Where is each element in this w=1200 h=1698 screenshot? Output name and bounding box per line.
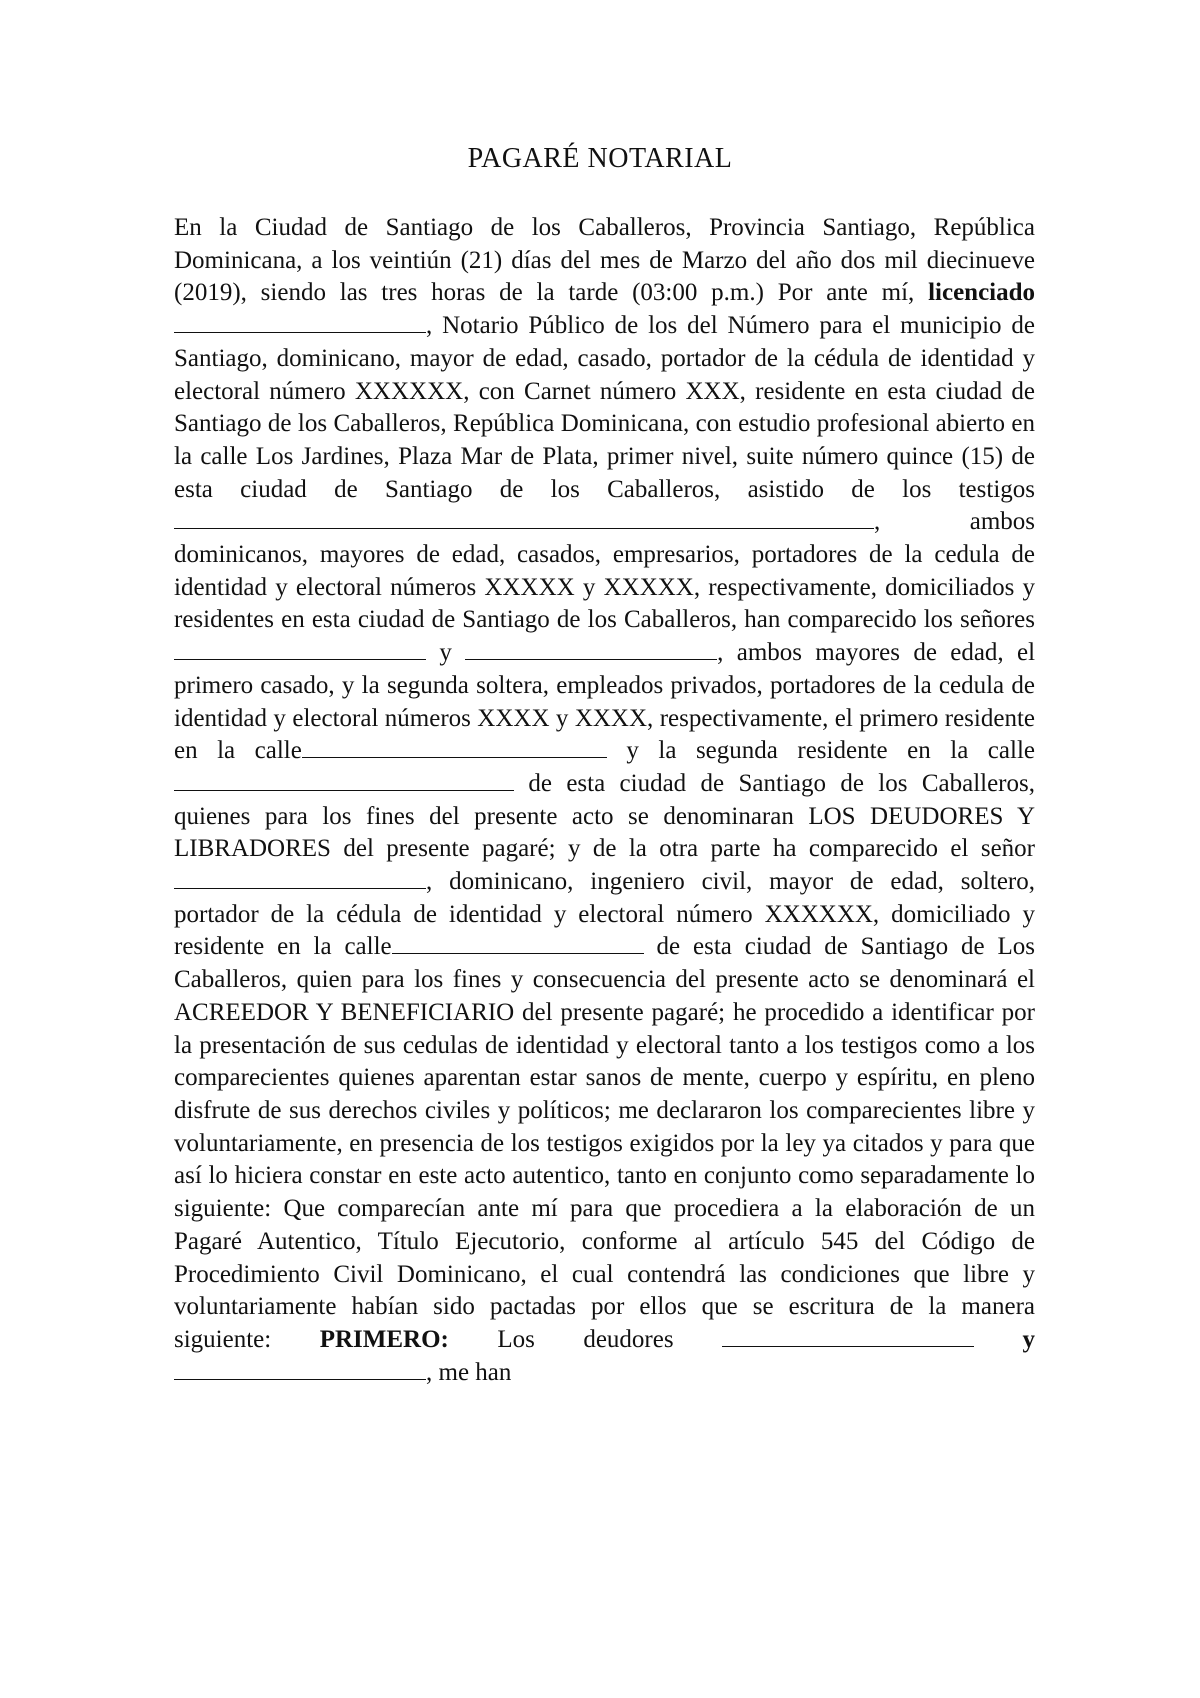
blank-line-debtor-1 (174, 637, 426, 660)
text-segment: , ambos dominicanos, mayores de edad, casados, empresarios, portadores de la cedula de identidad y electoral números XXXXX y XXXXX, respectivamente, domiciliados y residentes en esta ciudad de Santiago de los Caballeros, han comparecido los señores (174, 508, 1035, 634)
bold-term-licenciado: licenciado (928, 279, 1036, 307)
blank-line-street-2 (174, 768, 514, 791)
text-segment: de esta ciudad de Santiago de Los Caballeros, quien para los fines y consecuencia del presente acto se denominará el ACREEDOR Y BENEFICIARIO del presente pagaré; he procedido a identificar por la presentación de sus cedulas de identidad y electoral tanto a los testigos como a los comparecientes quienes aparentan estar sanos de mente, cuerpo y espíritu, en pleno disfrute de sus derechos civiles y políticos; me declararon los comparecientes libre y voluntariamente, en presencia de los testigos exigidos por la ley ya citados y para que así lo hiciera constar en este acto autentico, tanto en conjunto como separadamente lo siguiente: Que comparecían ante mí para que procediera a la elaboración de un Pagaré Autentico, Título Ejecutorio, conforme al artículo 545 del Código de Procedimiento Civil Dominicano, el cual contendrá las condiciones que libre y voluntariamente habían sido pactadas por ellos que se escritura de la manera siguiente: (174, 933, 1035, 1353)
blank-line-creditor-street (392, 931, 644, 954)
blank-line-debtor-2 (465, 637, 717, 660)
blank-line-notary-name (174, 310, 426, 333)
blank-line-street-1 (302, 735, 607, 758)
blank-line-creditor-name (174, 866, 426, 889)
document-title: PAGARÉ NOTARIAL (467, 143, 733, 174)
bold-term-y: y (1022, 1325, 1036, 1353)
text-segment: En la Ciudad de Santiago de los Caballeros, Provincia Santiago, República Dominicana, a los veintiún (21) días del mes de Marzo del año dos mil diecinueve (2019), siendo las tres horas de la tarde (03:00 p.m.) Por ante mí, (174, 214, 1035, 307)
text-segment: , me han (426, 1358, 512, 1386)
text-segment: y (439, 639, 452, 667)
text-segment: , Notario Público de los del Número para el municipio de Santiago, dominicano, mayor de edad, casado, portador de la cédula de identidad y electoral número XXXXXX, con Carnet número XXX, residente en esta ciudad de Santiago de los Caballeros, República Dominicana, con estudio profesional abierto en la calle Los Jardines, Plaza Mar de Plata, primer nivel, suite número quince (15) de esta ciudad de Santiago de los Caballeros, asistido de los testigos (174, 312, 1035, 503)
text-segment: Los deudores (497, 1325, 674, 1353)
text-segment: de esta ciudad de Santiago de los Caballeros, quienes para los fines del presente acto se denominaran LOS DEUDORES Y LIBRADORES del presente pagaré; y de la otra parte ha comparecido el señor (174, 769, 1035, 863)
document-body-paragraph (174, 212, 1035, 1389)
blank-line-deudor-1 (722, 1324, 974, 1347)
text-segment: y la segunda residente en la calle (626, 737, 1035, 765)
blank-line-witnesses (174, 506, 874, 529)
blank-line-deudor-2 (174, 1357, 426, 1380)
bold-term-primero: PRIMERO: (319, 1325, 449, 1353)
text-segment: , ambos mayores de edad, el primero casado, y la segunda soltera, empleados privados, portadores de la cedula de identidad y electoral números XXXX y XXXX, respectivamente, el primero residente en la calle (174, 639, 1036, 765)
text-segment: , dominicano, ingeniero civil, mayor de edad, soltero, portador de la cédula de identidad y electoral número XXXXXX, domiciliado y residente en la calle (174, 868, 1035, 961)
